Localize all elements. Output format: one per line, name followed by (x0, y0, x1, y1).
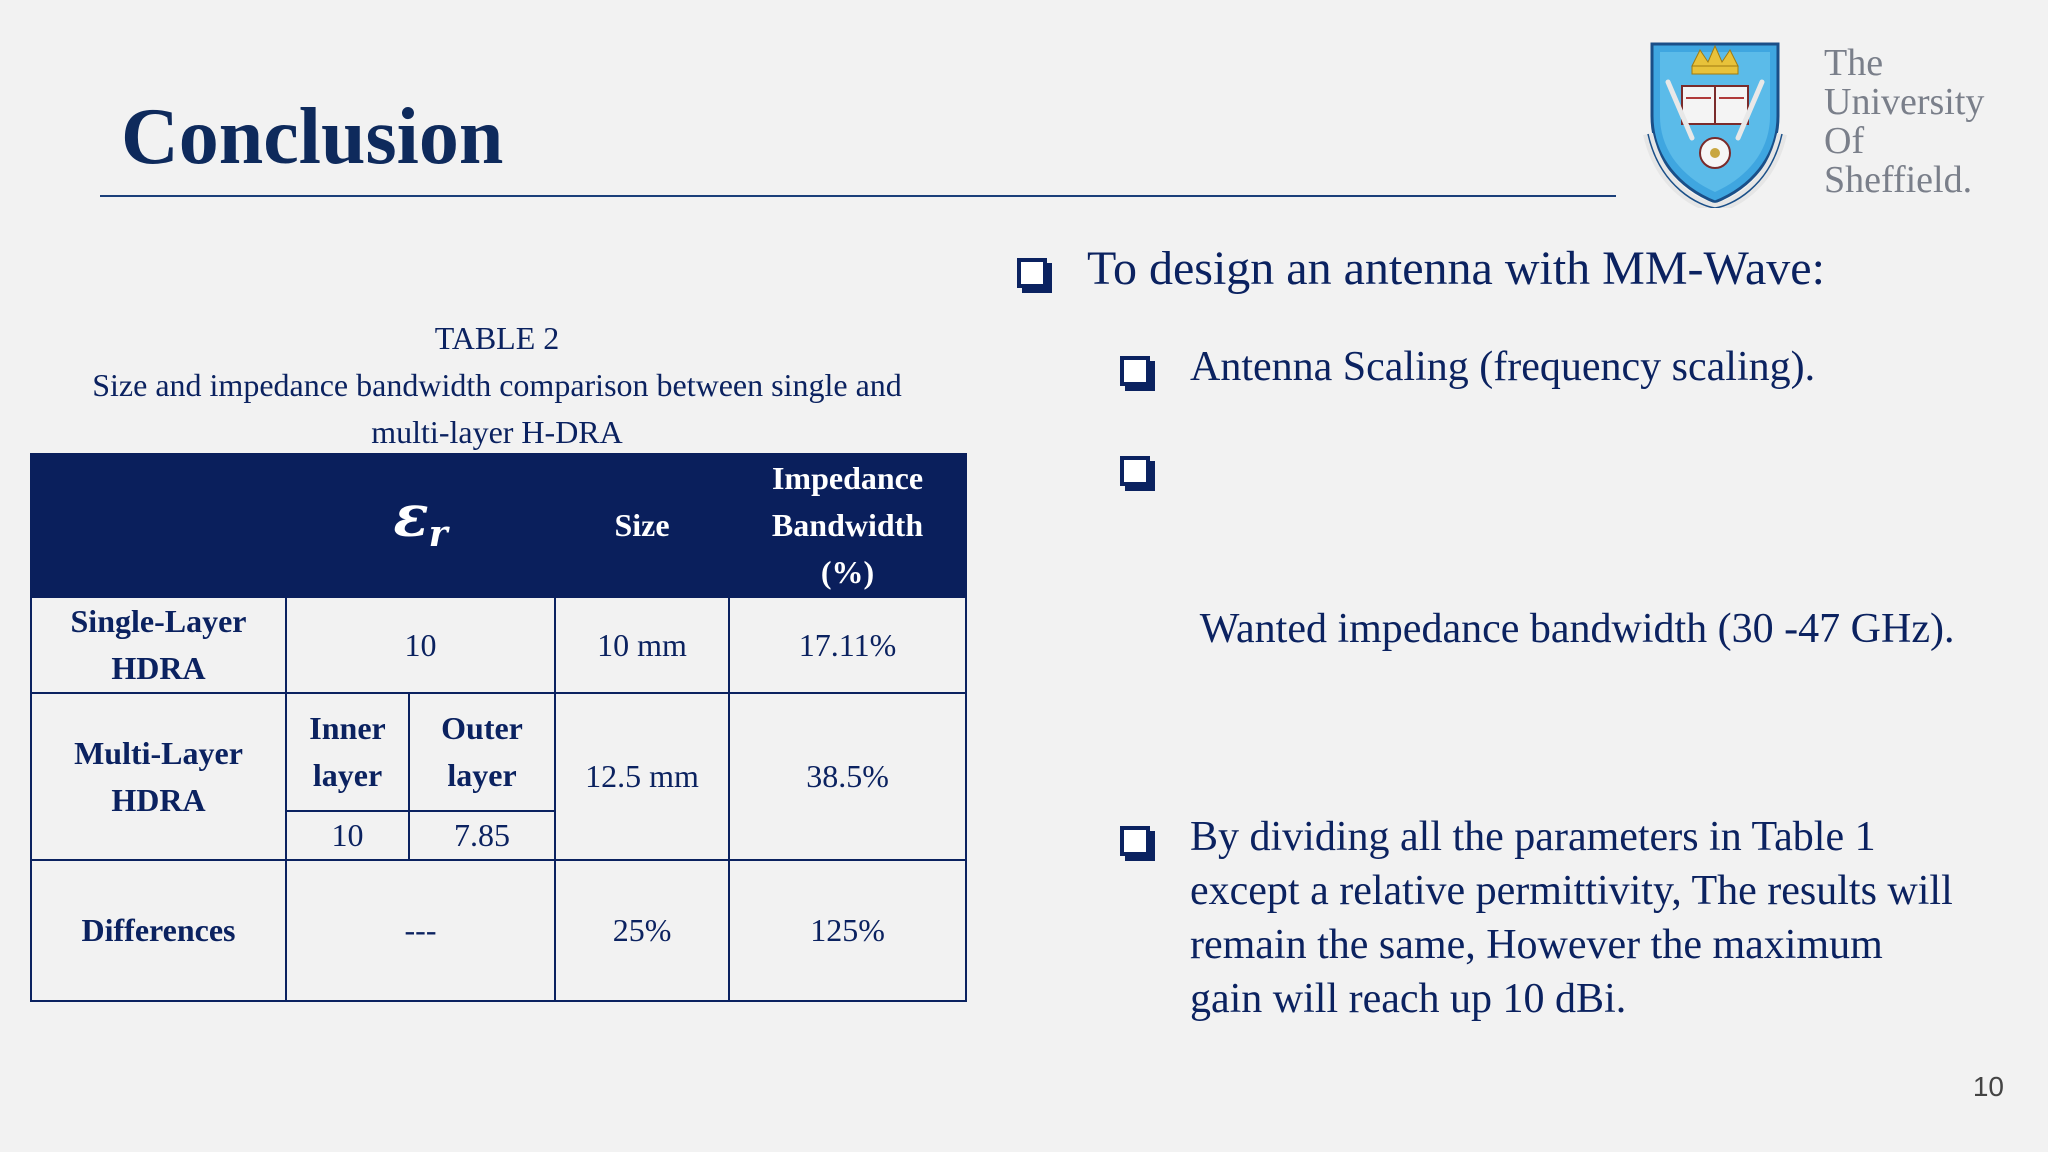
slide-title: Conclusion (121, 93, 504, 181)
bullet-sub: Antenna Scaling (frequency scaling). (1010, 340, 2040, 394)
header-size: Size (555, 454, 729, 597)
table-number: TABLE 2 (434, 320, 560, 356)
row-label-multi: Multi-Layer HDRA (31, 693, 286, 860)
checkbox-bullet-icon (1120, 826, 1150, 856)
table-row (31, 860, 966, 1001)
cell-inner-value: 10 (286, 811, 409, 860)
cell-size: 12.5 mm (555, 693, 729, 860)
university-wordmark: The University Of Sheffield. (1824, 42, 1985, 201)
cell-outer-value: 7.85 (409, 811, 555, 860)
checkbox-bullet-icon (1120, 456, 1150, 486)
header-empty-cell (31, 454, 286, 597)
row-label-single: Single-Layer HDRA (31, 597, 286, 693)
cell-size: 25% (555, 860, 729, 1001)
checkbox-bullet-icon (1120, 356, 1150, 386)
row-label-differences: Differences (31, 860, 286, 1001)
cell-outer-layer-label: Outer layer (409, 693, 555, 811)
bullet-sub: Wanted impedance bandwidth (30 -47 GHz). (1010, 440, 2040, 764)
title-underline (100, 195, 1616, 197)
university-crest-icon (1640, 38, 1790, 208)
cell-permittivity: --- (286, 860, 555, 1001)
cell-bandwidth: 17.11% (729, 597, 966, 693)
cell-size: 10 mm (555, 597, 729, 693)
cell-inner-layer-label: Inner layer (286, 693, 409, 811)
checkbox-bullet-icon (1017, 258, 1047, 288)
header-bandwidth: Impedance Bandwidth (%) (729, 454, 966, 597)
cell-bandwidth: 38.5% (729, 693, 966, 860)
comparison-table (30, 453, 967, 1002)
bullet-list (1010, 238, 2040, 1026)
header-permittivity: $\varepsilon_r$ (286, 454, 555, 597)
cell-bandwidth: 125% (729, 860, 966, 1001)
cell-permittivity: 10 (286, 597, 555, 693)
bullet-sub: By dividing all the parameters in Table 1 except a relative permittivity, The results will remain the same, However the maximum gain will reach up 10 dBi. (1010, 810, 2040, 1026)
table-caption-line: Size and impedance bandwidth comparison between single and (92, 367, 902, 403)
table-row (31, 597, 966, 693)
university-logo (1640, 38, 2020, 218)
page-number: 10 (1972, 1071, 2004, 1102)
bullet-main: To design an antenna with MM-Wave: (1010, 238, 2040, 300)
table-row (31, 693, 966, 811)
table-header-row (31, 454, 966, 597)
table-caption-line: multi-layer H-DRA (371, 414, 623, 450)
table-caption (30, 315, 964, 456)
